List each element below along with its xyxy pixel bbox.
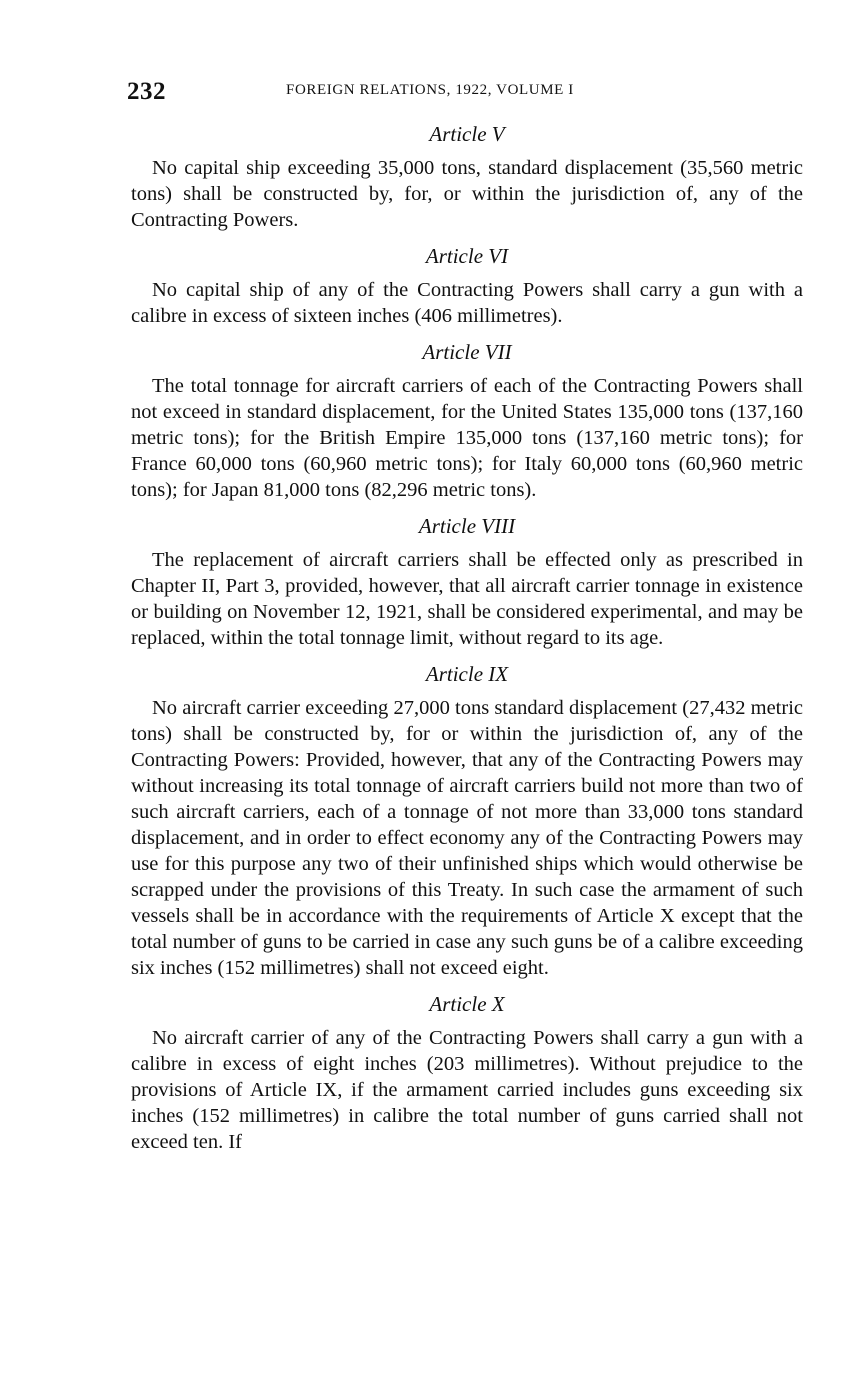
article-heading: Article V: [429, 122, 505, 146]
article-vii: [131, 339, 803, 503]
document-page: [127, 72, 803, 1155]
article-ix: [131, 661, 803, 981]
running-header: [127, 72, 803, 112]
article-body: No capital ship exceeding 35,000 tons, standard displacement (35,560 metric tons) shall be constructed by, for, or within the jurisdiction of, any of the Contracting Powers.: [131, 157, 803, 231]
article-heading: Article X: [429, 992, 505, 1016]
article-body: No aircraft carrier exceeding 27,000 tons standard displacement (27,432 metric tons) shall be constructed by, for or within the jurisdiction of, any of the Contracting Powers: Provided, however, that any of the Contracting Powers may without increasing its total tonnage of aircraft carriers build not more than two of such aircraft carriers, each of a tonnage of not more than 33,000 tons standard displacement, and in order to effect economy any of the Contracting Powers may use for this purpose any two of their unfinished ships which would otherwise be scrapped under the provisions of this Treaty. In such case the armament of such vessels shall be in accordance with the requirements of Article X except that the total number of guns to be carried in case any such guns be of a calibre exceeding six inches (152 millimetres) shall not exceed eight.: [131, 697, 803, 979]
article-heading: Article VIII: [418, 514, 516, 538]
page-number: 232: [127, 78, 166, 105]
article-body: No aircraft carrier of any of the Contracting Powers shall carry a gun with a calibre in excess of eight inches (203 millimetres). Without prejudice to the provisions of Article IX, if the armament carried includes guns exceeding six inches (152 millimetres) in calibre the total number of guns carried shall not exceed ten. If: [131, 1027, 803, 1153]
running-title: FOREIGN RELATIONS, 1922, VOLUME I: [286, 82, 574, 98]
article-v: [131, 121, 803, 233]
article-x: [131, 991, 803, 1155]
article-heading: Article VI: [425, 244, 509, 268]
article-body: The total tonnage for aircraft carriers of each of the Contracting Powers shall not exceed in standard displacement, for the United States 135,000 tons (137,160 metric tons); for the British Empire 135,000 tons (137,160 metric tons); for France 60,000 tons (60,960 metric tons); for Italy 60,000 tons (60,960 metric tons); for Japan 81,000 tons (82,296 metric tons).: [131, 375, 803, 501]
article-heading: Article IX: [425, 662, 509, 686]
article-vi: [131, 243, 803, 329]
article-viii: [131, 513, 803, 651]
article-body: No capital ship of any of the Contracting Powers shall carry a gun with a calibre in excess of sixteen inches (406 millimetres).: [131, 279, 803, 327]
article-heading: Article VII: [422, 340, 512, 364]
article-body: The replacement of aircraft carriers shall be effected only as prescribed in Chapter II, Part 3, provided, however, that all aircraft carrier tonnage in existence or building on November 12, 1921, shall be considered experimental, and may be replaced, within the total tonnage limit, without regard to its age.: [131, 549, 803, 649]
